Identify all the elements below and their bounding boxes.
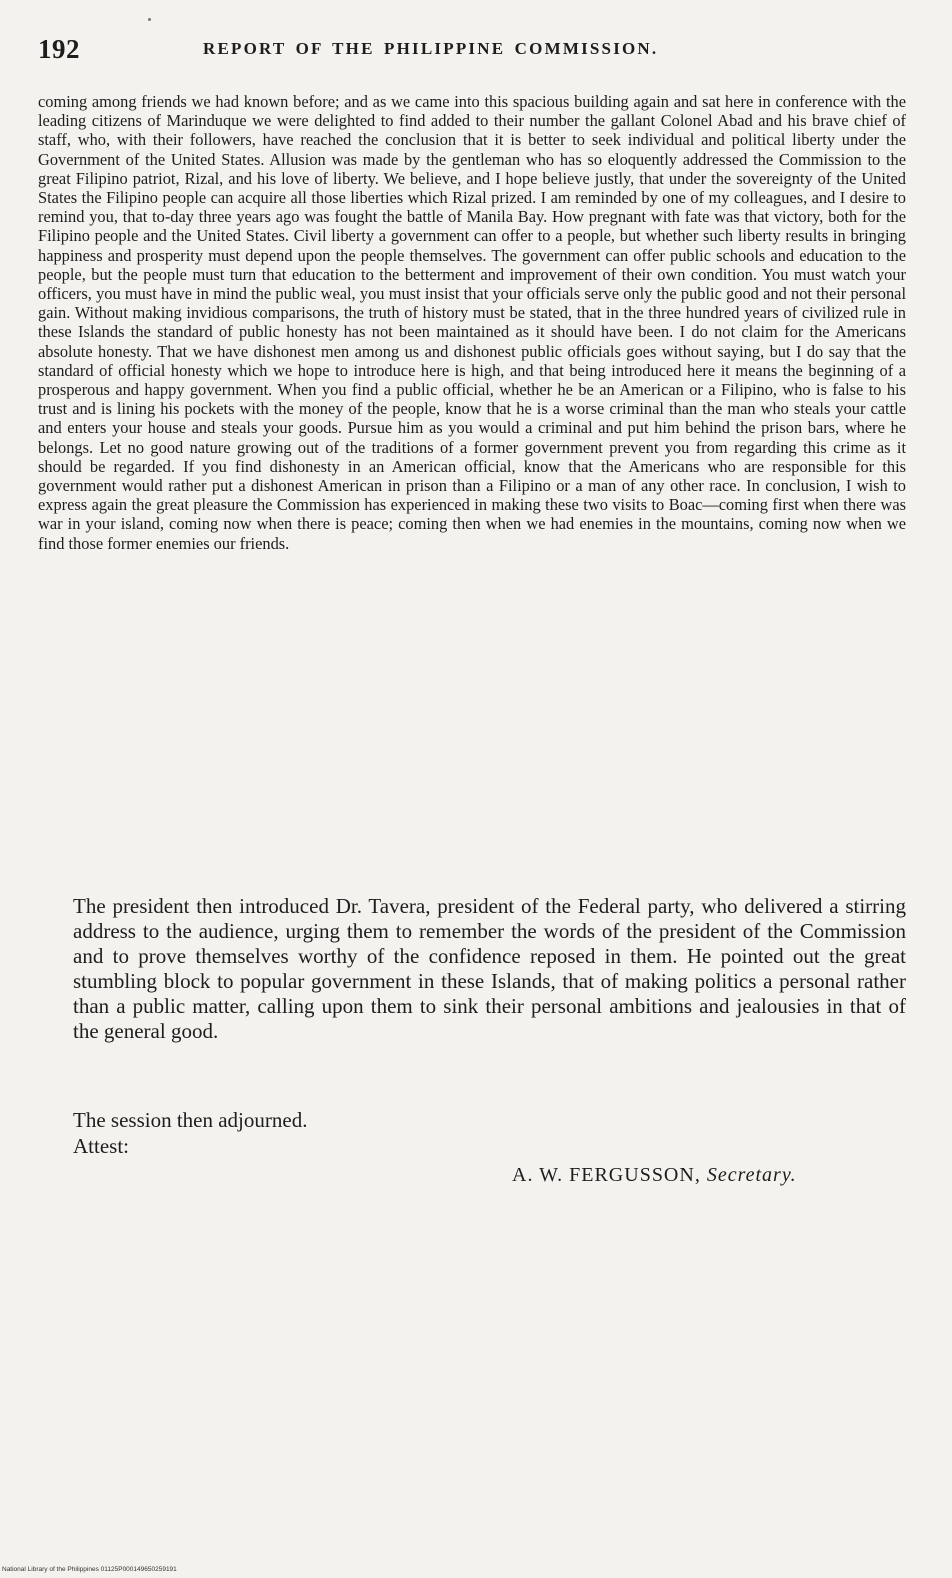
footer-text: National Library of the Philippines 01125P000149650259191 [2,1566,177,1573]
page-header [38,34,908,74]
speech-paragraph: coming among friends we had known before; and as we came into this spacious building again and sat here in conference with the leading citizens of Marinduque we were delighted to find added to their number the gallant Colonel Abad and his brave chief of staff, who, with their followers, have reached the conclusion that it is better to seek individual and political liberty under the Government of the United States. Allusion was made by the gentleman who has so eloquently addressed the Commission to the great Filipino patriot, Rizal, and his love of liberty. We believe, and I hope believe justly, that under the sovereignty of the United States the Filipino people can acquire all those liberties which Rizal prized. I am reminded by one of my colleagues, and I desire to remind you, that to-day three years ago was fought the battle of Manila Bay. How pregnant with fate was that victory, both for the Filipino people and the United States. Civil liberty a government can offer to a people, but whether such liberty results in bringing happiness and prosperity must depend upon the people themselves. The government can offer public schools and education to the people, but the people must turn that education to the betterment and improvement of their own condition. You must watch your officers, you must have in mind the public weal, you must insist that your officials serve only the public good and not their personal gain. Without making invidious comparisons, the truth of history must be stated, that in the three hundred years of civilized rule in these Islands the standard of public honesty has not been maintained as it should have been. I do not claim for the Americans absolute honesty. That we have dishonest men among us and dishonest public officials goes without saying, but I do say that the standard of official honesty which we hope to introduce here is high, and that being introduced here it means the beginning of a prosperous and happy government. When you find a public official, whether he be an American or a Filipino, who is false to his trust and is lining his pockets with the money of the people, know that he is a worse criminal than the man who steals your cattle and enters your house and steals your goods. Pursue him as you would a criminal and put him behind the prison bars, where he belongs. Let no good nature growing out of the traditions of a former government prevent you from regarding this crime as it should be regarded. If you find dishonesty in an American official, know that the Americans who are responsible for this government would rather put a dishonest American in prison than a Filipino or a man of any other race. In conclusion, I wish to express again the great pleasure the Commission has experienced in making these two visits to Boac—coming first when there was war in your island, coming now when there is peace; coming then when we had enemies in the mountains, coming now when we find those former enemies our friends. [38,92,906,553]
attest-line: Attest: [73,1134,129,1158]
narration-paragraph: The president then introduced Dr. Tavera, president of the Federal party, who delivered a stirring address to the audience, urging them to remember the words of the president of the Commission and to prove themselves worthy of the confidence reposed in them. He pointed out the great stumbling block to popular government in these Islands, that of making politics a personal rather than a public matter, calling upon them to sink their personal ambitions and jealousies in that of the general good. [73,894,906,1043]
page-number: 192 [38,34,80,64]
signature-title: Secretary. [706,1164,797,1186]
adjourned-line: The session then adjourned. [73,1108,308,1132]
scan-speck [148,18,151,21]
running-head: REPORT OF THE PHILIPPINE COMMISSION. [203,39,659,58]
signature [512,1164,797,1187]
signature-name: A. W. FERGUSSON, [512,1164,701,1186]
